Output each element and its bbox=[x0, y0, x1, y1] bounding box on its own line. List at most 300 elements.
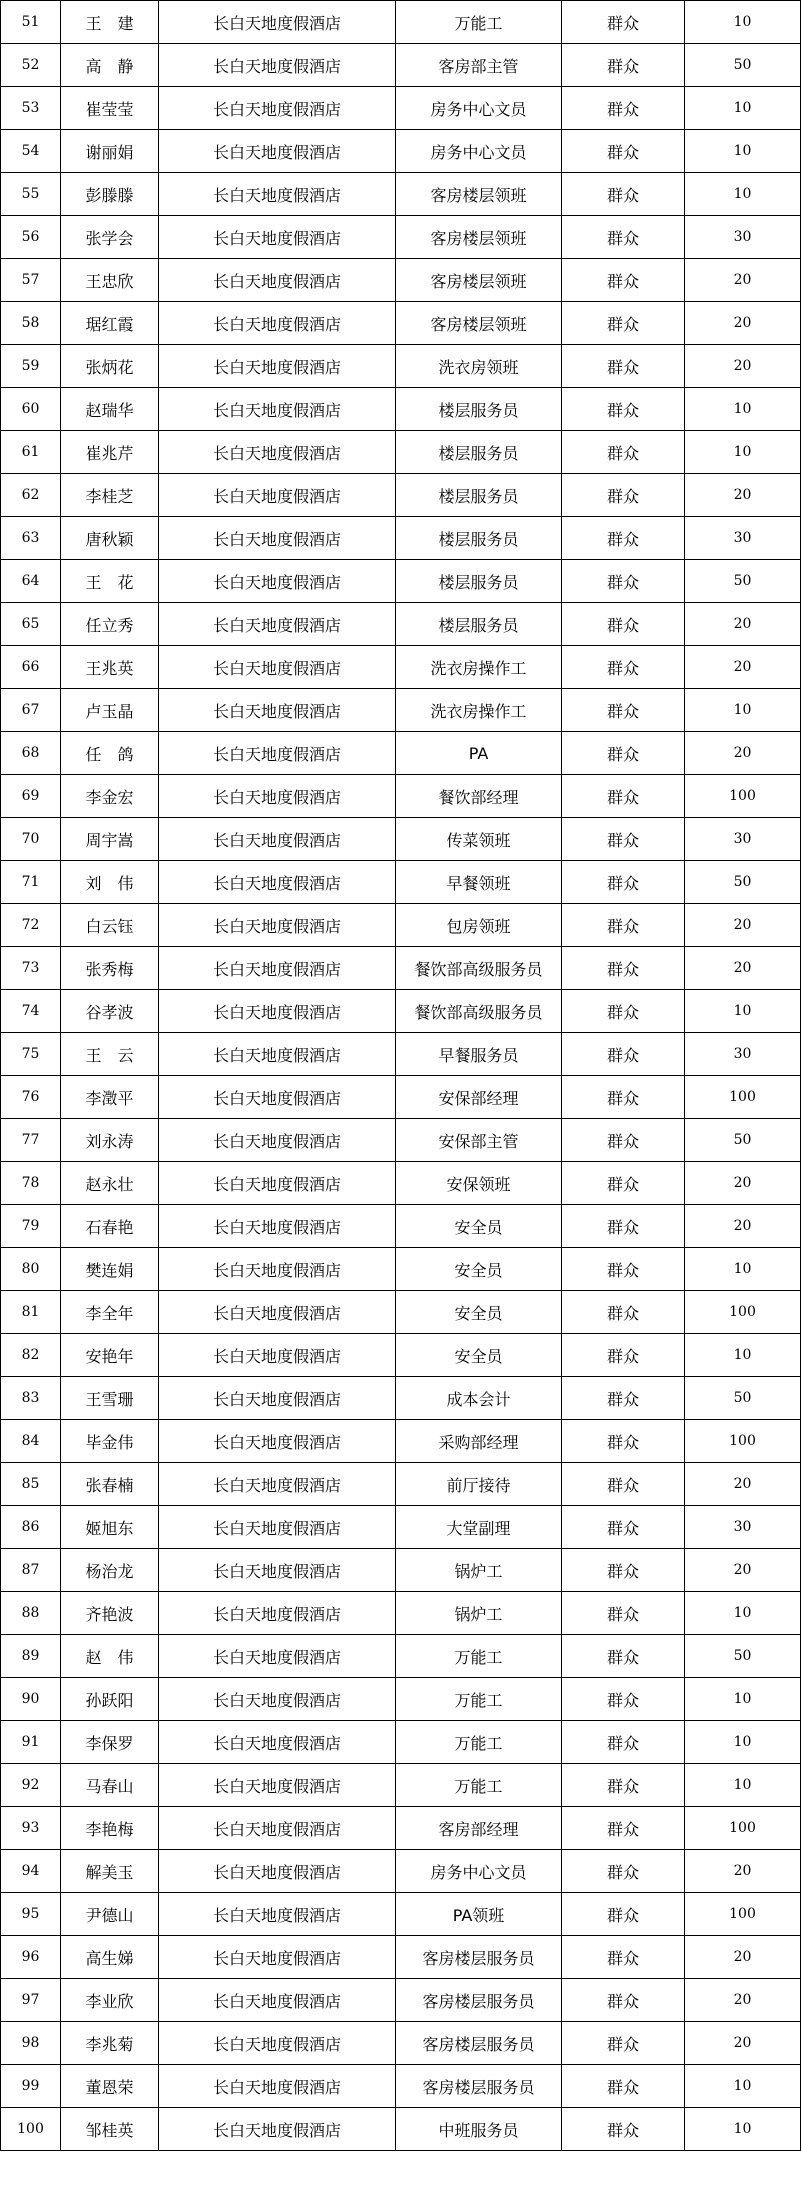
name-cell: 齐艳波 bbox=[61, 1592, 159, 1635]
amount-cell: 30 bbox=[685, 818, 801, 861]
position-cell: 前厅接待 bbox=[396, 1463, 562, 1506]
amount-cell: 20 bbox=[685, 1205, 801, 1248]
row-number-cell: 63 bbox=[1, 517, 61, 560]
political-status-cell: 群众 bbox=[562, 1850, 685, 1893]
table-row bbox=[1, 1420, 801, 1463]
name-cell: 樊连娟 bbox=[61, 1248, 159, 1291]
name-cell: 张秀梅 bbox=[61, 947, 159, 990]
position-cell: 安保部主管 bbox=[396, 1119, 562, 1162]
amount-cell: 20 bbox=[685, 732, 801, 775]
position-cell: 客房楼层领班 bbox=[396, 216, 562, 259]
amount-cell: 50 bbox=[685, 560, 801, 603]
row-number-cell: 93 bbox=[1, 1807, 61, 1850]
table-row bbox=[1, 1291, 801, 1334]
row-number-cell: 65 bbox=[1, 603, 61, 646]
amount-cell: 20 bbox=[685, 1549, 801, 1592]
amount-cell: 100 bbox=[685, 1291, 801, 1334]
unit-cell: 长白天地度假酒店 bbox=[159, 474, 396, 517]
political-status-cell: 群众 bbox=[562, 904, 685, 947]
row-number-cell: 54 bbox=[1, 130, 61, 173]
name-cell: 李桂芝 bbox=[61, 474, 159, 517]
table-row bbox=[1, 2108, 801, 2151]
position-cell: 房务中心文员 bbox=[396, 130, 562, 173]
row-number-cell: 84 bbox=[1, 1420, 61, 1463]
political-status-cell: 群众 bbox=[562, 1248, 685, 1291]
political-status-cell: 群众 bbox=[562, 87, 685, 130]
position-cell: 早餐领班 bbox=[396, 861, 562, 904]
position-cell: 餐饮部高级服务员 bbox=[396, 947, 562, 990]
position-cell: 万能工 bbox=[396, 1721, 562, 1764]
position-cell: 客房楼层领班 bbox=[396, 302, 562, 345]
table-row bbox=[1, 302, 801, 345]
table-row bbox=[1, 431, 801, 474]
name-cell: 王 花 bbox=[61, 560, 159, 603]
row-number-cell: 67 bbox=[1, 689, 61, 732]
amount-cell: 20 bbox=[685, 646, 801, 689]
position-cell: 餐饮部高级服务员 bbox=[396, 990, 562, 1033]
amount-cell: 20 bbox=[685, 603, 801, 646]
position-cell: 客房楼层服务员 bbox=[396, 1936, 562, 1979]
amount-cell: 20 bbox=[685, 1936, 801, 1979]
unit-cell: 长白天地度假酒店 bbox=[159, 1076, 396, 1119]
table-row bbox=[1, 1850, 801, 1893]
position-cell: 洗衣房操作工 bbox=[396, 689, 562, 732]
political-status-cell: 群众 bbox=[562, 1592, 685, 1635]
amount-cell: 20 bbox=[685, 2022, 801, 2065]
row-number-cell: 66 bbox=[1, 646, 61, 689]
political-status-cell: 群众 bbox=[562, 388, 685, 431]
unit-cell: 长白天地度假酒店 bbox=[159, 1162, 396, 1205]
amount-cell: 30 bbox=[685, 216, 801, 259]
row-number-cell: 57 bbox=[1, 259, 61, 302]
row-number-cell: 62 bbox=[1, 474, 61, 517]
unit-cell: 长白天地度假酒店 bbox=[159, 44, 396, 87]
name-cell: 高 静 bbox=[61, 44, 159, 87]
unit-cell: 长白天地度假酒店 bbox=[159, 1420, 396, 1463]
amount-cell: 100 bbox=[685, 1420, 801, 1463]
name-cell: 赵瑞华 bbox=[61, 388, 159, 431]
political-status-cell: 群众 bbox=[562, 345, 685, 388]
name-cell: 安艳年 bbox=[61, 1334, 159, 1377]
amount-cell: 20 bbox=[685, 1463, 801, 1506]
political-status-cell: 群众 bbox=[562, 646, 685, 689]
unit-cell: 长白天地度假酒店 bbox=[159, 431, 396, 474]
row-number-cell: 74 bbox=[1, 990, 61, 1033]
table-row bbox=[1, 2065, 801, 2108]
political-status-cell: 群众 bbox=[562, 603, 685, 646]
political-status-cell: 群众 bbox=[562, 173, 685, 216]
row-number-cell: 81 bbox=[1, 1291, 61, 1334]
unit-cell: 长白天地度假酒店 bbox=[159, 1334, 396, 1377]
table-row bbox=[1, 1506, 801, 1549]
table-row bbox=[1, 1721, 801, 1764]
unit-cell: 长白天地度假酒店 bbox=[159, 388, 396, 431]
table-row bbox=[1, 1033, 801, 1076]
political-status-cell: 群众 bbox=[562, 1334, 685, 1377]
amount-cell: 20 bbox=[685, 259, 801, 302]
political-status-cell: 群众 bbox=[562, 1291, 685, 1334]
table-row bbox=[1, 1248, 801, 1291]
name-cell: 崔兆芹 bbox=[61, 431, 159, 474]
amount-cell: 30 bbox=[685, 1033, 801, 1076]
unit-cell: 长白天地度假酒店 bbox=[159, 1205, 396, 1248]
row-number-cell: 86 bbox=[1, 1506, 61, 1549]
unit-cell: 长白天地度假酒店 bbox=[159, 732, 396, 775]
name-cell: 李澂平 bbox=[61, 1076, 159, 1119]
name-cell: 刘永涛 bbox=[61, 1119, 159, 1162]
position-cell: 客房部经理 bbox=[396, 1807, 562, 1850]
name-cell: 赵 伟 bbox=[61, 1635, 159, 1678]
position-cell: 洗衣房领班 bbox=[396, 345, 562, 388]
name-cell: 李保罗 bbox=[61, 1721, 159, 1764]
table-row bbox=[1, 1549, 801, 1592]
amount-cell: 10 bbox=[685, 388, 801, 431]
row-number-cell: 83 bbox=[1, 1377, 61, 1420]
row-number-cell: 96 bbox=[1, 1936, 61, 1979]
political-status-cell: 群众 bbox=[562, 259, 685, 302]
row-number-cell: 92 bbox=[1, 1764, 61, 1807]
political-status-cell: 群众 bbox=[562, 1119, 685, 1162]
political-status-cell: 群众 bbox=[562, 1076, 685, 1119]
name-cell: 李金宏 bbox=[61, 775, 159, 818]
position-cell: 安保领班 bbox=[396, 1162, 562, 1205]
row-number-cell: 75 bbox=[1, 1033, 61, 1076]
row-number-cell: 71 bbox=[1, 861, 61, 904]
table-row bbox=[1, 990, 801, 1033]
unit-cell: 长白天地度假酒店 bbox=[159, 947, 396, 990]
row-number-cell: 64 bbox=[1, 560, 61, 603]
name-cell: 谢丽娟 bbox=[61, 130, 159, 173]
name-cell: 谷孝波 bbox=[61, 990, 159, 1033]
amount-cell: 10 bbox=[685, 1248, 801, 1291]
name-cell: 姬旭东 bbox=[61, 1506, 159, 1549]
table-row bbox=[1, 689, 801, 732]
position-cell: 楼层服务员 bbox=[396, 474, 562, 517]
row-number-cell: 51 bbox=[1, 1, 61, 44]
political-status-cell: 群众 bbox=[562, 560, 685, 603]
name-cell: 唐秋颖 bbox=[61, 517, 159, 560]
name-cell: 王 云 bbox=[61, 1033, 159, 1076]
row-number-cell: 52 bbox=[1, 44, 61, 87]
table-row bbox=[1, 1764, 801, 1807]
unit-cell: 长白天地度假酒店 bbox=[159, 2022, 396, 2065]
position-cell: 安全员 bbox=[396, 1291, 562, 1334]
amount-cell: 20 bbox=[685, 904, 801, 947]
name-cell: 高生娣 bbox=[61, 1936, 159, 1979]
position-cell: 楼层服务员 bbox=[396, 388, 562, 431]
amount-cell: 10 bbox=[685, 2108, 801, 2151]
table-body bbox=[1, 1, 801, 2151]
name-cell: 张炳花 bbox=[61, 345, 159, 388]
political-status-cell: 群众 bbox=[562, 1721, 685, 1764]
table-row bbox=[1, 1936, 801, 1979]
position-cell: 安全员 bbox=[396, 1248, 562, 1291]
table-row bbox=[1, 603, 801, 646]
row-number-cell: 90 bbox=[1, 1678, 61, 1721]
unit-cell: 长白天地度假酒店 bbox=[159, 1463, 396, 1506]
row-number-cell: 98 bbox=[1, 2022, 61, 2065]
amount-cell: 10 bbox=[685, 1, 801, 44]
political-status-cell: 群众 bbox=[562, 689, 685, 732]
position-cell: 万能工 bbox=[396, 1, 562, 44]
position-cell: 餐饮部经理 bbox=[396, 775, 562, 818]
row-number-cell: 59 bbox=[1, 345, 61, 388]
table-row bbox=[1, 818, 801, 861]
amount-cell: 50 bbox=[685, 1377, 801, 1420]
political-status-cell: 群众 bbox=[562, 1420, 685, 1463]
political-status-cell: 群众 bbox=[562, 1162, 685, 1205]
unit-cell: 长白天地度假酒店 bbox=[159, 603, 396, 646]
position-cell: 早餐服务员 bbox=[396, 1033, 562, 1076]
unit-cell: 长白天地度假酒店 bbox=[159, 1678, 396, 1721]
political-status-cell: 群众 bbox=[562, 2022, 685, 2065]
name-cell: 王忠欣 bbox=[61, 259, 159, 302]
political-status-cell: 群众 bbox=[562, 44, 685, 87]
table-row bbox=[1, 1377, 801, 1420]
name-cell: 王 建 bbox=[61, 1, 159, 44]
row-number-cell: 55 bbox=[1, 173, 61, 216]
position-cell: 锅炉工 bbox=[396, 1592, 562, 1635]
row-number-cell: 87 bbox=[1, 1549, 61, 1592]
table-row bbox=[1, 130, 801, 173]
name-cell: 马春山 bbox=[61, 1764, 159, 1807]
political-status-cell: 群众 bbox=[562, 1033, 685, 1076]
amount-cell: 50 bbox=[685, 1635, 801, 1678]
political-status-cell: 群众 bbox=[562, 818, 685, 861]
name-cell: 尹德山 bbox=[61, 1893, 159, 1936]
table-row bbox=[1, 345, 801, 388]
amount-cell: 10 bbox=[685, 1721, 801, 1764]
unit-cell: 长白天地度假酒店 bbox=[159, 345, 396, 388]
unit-cell: 长白天地度假酒店 bbox=[159, 1248, 396, 1291]
name-cell: 刘 伟 bbox=[61, 861, 159, 904]
unit-cell: 长白天地度假酒店 bbox=[159, 1377, 396, 1420]
table-row bbox=[1, 1893, 801, 1936]
table-row bbox=[1, 87, 801, 130]
position-cell: 客房楼层服务员 bbox=[396, 1979, 562, 2022]
unit-cell: 长白天地度假酒店 bbox=[159, 259, 396, 302]
table-row bbox=[1, 646, 801, 689]
position-cell: 房务中心文员 bbox=[396, 1850, 562, 1893]
table-row bbox=[1, 474, 801, 517]
political-status-cell: 群众 bbox=[562, 861, 685, 904]
row-number-cell: 100 bbox=[1, 2108, 61, 2151]
position-cell: 采购部经理 bbox=[396, 1420, 562, 1463]
unit-cell: 长白天地度假酒店 bbox=[159, 990, 396, 1033]
political-status-cell: 群众 bbox=[562, 431, 685, 474]
name-cell: 崔莹莹 bbox=[61, 87, 159, 130]
table-row bbox=[1, 216, 801, 259]
row-number-cell: 73 bbox=[1, 947, 61, 990]
name-cell: 董恩荣 bbox=[61, 2065, 159, 2108]
political-status-cell: 群众 bbox=[562, 1377, 685, 1420]
position-cell: 万能工 bbox=[396, 1678, 562, 1721]
position-cell: 包房领班 bbox=[396, 904, 562, 947]
amount-cell: 100 bbox=[685, 1076, 801, 1119]
table-row bbox=[1, 904, 801, 947]
political-status-cell: 群众 bbox=[562, 130, 685, 173]
unit-cell: 长白天地度假酒店 bbox=[159, 130, 396, 173]
position-cell: 楼层服务员 bbox=[396, 603, 562, 646]
political-status-cell: 群众 bbox=[562, 2065, 685, 2108]
unit-cell: 长白天地度假酒店 bbox=[159, 1764, 396, 1807]
name-cell: 王兆英 bbox=[61, 646, 159, 689]
amount-cell: 10 bbox=[685, 689, 801, 732]
unit-cell: 长白天地度假酒店 bbox=[159, 1291, 396, 1334]
unit-cell: 长白天地度假酒店 bbox=[159, 1936, 396, 1979]
name-cell: 赵永壮 bbox=[61, 1162, 159, 1205]
amount-cell: 50 bbox=[685, 1119, 801, 1162]
name-cell: 邹桂英 bbox=[61, 2108, 159, 2151]
position-cell: 楼层服务员 bbox=[396, 431, 562, 474]
row-number-cell: 85 bbox=[1, 1463, 61, 1506]
row-number-cell: 76 bbox=[1, 1076, 61, 1119]
name-cell: 任 鸽 bbox=[61, 732, 159, 775]
political-status-cell: 群众 bbox=[562, 947, 685, 990]
row-number-cell: 56 bbox=[1, 216, 61, 259]
unit-cell: 长白天地度假酒店 bbox=[159, 2108, 396, 2151]
position-cell: 客房部主管 bbox=[396, 44, 562, 87]
row-number-cell: 77 bbox=[1, 1119, 61, 1162]
row-number-cell: 70 bbox=[1, 818, 61, 861]
position-cell: 客房楼层服务员 bbox=[396, 2065, 562, 2108]
political-status-cell: 群众 bbox=[562, 1, 685, 44]
amount-cell: 10 bbox=[685, 2065, 801, 2108]
unit-cell: 长白天地度假酒店 bbox=[159, 173, 396, 216]
political-status-cell: 群众 bbox=[562, 517, 685, 560]
unit-cell: 长白天地度假酒店 bbox=[159, 1, 396, 44]
row-number-cell: 79 bbox=[1, 1205, 61, 1248]
unit-cell: 长白天地度假酒店 bbox=[159, 1033, 396, 1076]
position-cell: 房务中心文员 bbox=[396, 87, 562, 130]
political-status-cell: 群众 bbox=[562, 1979, 685, 2022]
table-row bbox=[1, 1463, 801, 1506]
political-status-cell: 群众 bbox=[562, 1463, 685, 1506]
position-cell: 万能工 bbox=[396, 1635, 562, 1678]
amount-cell: 30 bbox=[685, 517, 801, 560]
political-status-cell: 群众 bbox=[562, 1205, 685, 1248]
table-row bbox=[1, 1807, 801, 1850]
political-status-cell: 群众 bbox=[562, 2108, 685, 2151]
political-status-cell: 群众 bbox=[562, 216, 685, 259]
unit-cell: 长白天地度假酒店 bbox=[159, 1119, 396, 1162]
name-cell: 张春楠 bbox=[61, 1463, 159, 1506]
table-row bbox=[1, 1076, 801, 1119]
unit-cell: 长白天地度假酒店 bbox=[159, 517, 396, 560]
amount-cell: 20 bbox=[685, 1162, 801, 1205]
unit-cell: 长白天地度假酒店 bbox=[159, 302, 396, 345]
unit-cell: 长白天地度假酒店 bbox=[159, 87, 396, 130]
position-cell: 楼层服务员 bbox=[396, 560, 562, 603]
table-row bbox=[1, 517, 801, 560]
name-cell: 李全年 bbox=[61, 1291, 159, 1334]
amount-cell: 10 bbox=[685, 1764, 801, 1807]
row-number-cell: 72 bbox=[1, 904, 61, 947]
position-cell: PA领班 bbox=[396, 1893, 562, 1936]
table-row bbox=[1, 947, 801, 990]
political-status-cell: 群众 bbox=[562, 1506, 685, 1549]
amount-cell: 10 bbox=[685, 431, 801, 474]
table-row bbox=[1, 259, 801, 302]
row-number-cell: 78 bbox=[1, 1162, 61, 1205]
name-cell: 琚红霞 bbox=[61, 302, 159, 345]
position-cell: 传菜领班 bbox=[396, 818, 562, 861]
unit-cell: 长白天地度假酒店 bbox=[159, 560, 396, 603]
amount-cell: 50 bbox=[685, 861, 801, 904]
name-cell: 石春艳 bbox=[61, 1205, 159, 1248]
amount-cell: 20 bbox=[685, 302, 801, 345]
amount-cell: 100 bbox=[685, 1807, 801, 1850]
unit-cell: 长白天地度假酒店 bbox=[159, 1592, 396, 1635]
position-cell: 大堂副理 bbox=[396, 1506, 562, 1549]
name-cell: 彭滕滕 bbox=[61, 173, 159, 216]
name-cell: 白云钰 bbox=[61, 904, 159, 947]
name-cell: 杨治龙 bbox=[61, 1549, 159, 1592]
name-cell: 张学会 bbox=[61, 216, 159, 259]
unit-cell: 长白天地度假酒店 bbox=[159, 689, 396, 732]
name-cell: 孙跃阳 bbox=[61, 1678, 159, 1721]
amount-cell: 20 bbox=[685, 474, 801, 517]
row-number-cell: 82 bbox=[1, 1334, 61, 1377]
position-cell: 安全员 bbox=[396, 1205, 562, 1248]
unit-cell: 长白天地度假酒店 bbox=[159, 1721, 396, 1764]
position-cell: 安保部经理 bbox=[396, 1076, 562, 1119]
political-status-cell: 群众 bbox=[562, 1635, 685, 1678]
row-number-cell: 95 bbox=[1, 1893, 61, 1936]
unit-cell: 长白天地度假酒店 bbox=[159, 646, 396, 689]
position-cell: 楼层服务员 bbox=[396, 517, 562, 560]
table-row bbox=[1, 1162, 801, 1205]
table-row bbox=[1, 1334, 801, 1377]
amount-cell: 10 bbox=[685, 1678, 801, 1721]
row-number-cell: 61 bbox=[1, 431, 61, 474]
position-cell: 客房楼层领班 bbox=[396, 259, 562, 302]
row-number-cell: 88 bbox=[1, 1592, 61, 1635]
table-row bbox=[1, 1, 801, 44]
unit-cell: 长白天地度假酒店 bbox=[159, 818, 396, 861]
political-status-cell: 群众 bbox=[562, 1764, 685, 1807]
unit-cell: 长白天地度假酒店 bbox=[159, 2065, 396, 2108]
row-number-cell: 53 bbox=[1, 87, 61, 130]
unit-cell: 长白天地度假酒店 bbox=[159, 1635, 396, 1678]
name-cell: 卢玉晶 bbox=[61, 689, 159, 732]
name-cell: 周宇嵩 bbox=[61, 818, 159, 861]
amount-cell: 100 bbox=[685, 1893, 801, 1936]
row-number-cell: 99 bbox=[1, 2065, 61, 2108]
political-status-cell: 群众 bbox=[562, 732, 685, 775]
table-row bbox=[1, 775, 801, 818]
political-status-cell: 群众 bbox=[562, 474, 685, 517]
table-row bbox=[1, 1119, 801, 1162]
unit-cell: 长白天地度假酒店 bbox=[159, 1807, 396, 1850]
table-row bbox=[1, 1678, 801, 1721]
row-number-cell: 69 bbox=[1, 775, 61, 818]
row-number-cell: 97 bbox=[1, 1979, 61, 2022]
position-cell: PA bbox=[396, 732, 562, 775]
position-cell: 中班服务员 bbox=[396, 2108, 562, 2151]
amount-cell: 30 bbox=[685, 1506, 801, 1549]
row-number-cell: 91 bbox=[1, 1721, 61, 1764]
unit-cell: 长白天地度假酒店 bbox=[159, 904, 396, 947]
unit-cell: 长白天地度假酒店 bbox=[159, 216, 396, 259]
unit-cell: 长白天地度假酒店 bbox=[159, 775, 396, 818]
table-row bbox=[1, 2022, 801, 2065]
amount-cell: 10 bbox=[685, 87, 801, 130]
unit-cell: 长白天地度假酒店 bbox=[159, 1893, 396, 1936]
amount-cell: 10 bbox=[685, 1334, 801, 1377]
table-row bbox=[1, 560, 801, 603]
unit-cell: 长白天地度假酒店 bbox=[159, 861, 396, 904]
